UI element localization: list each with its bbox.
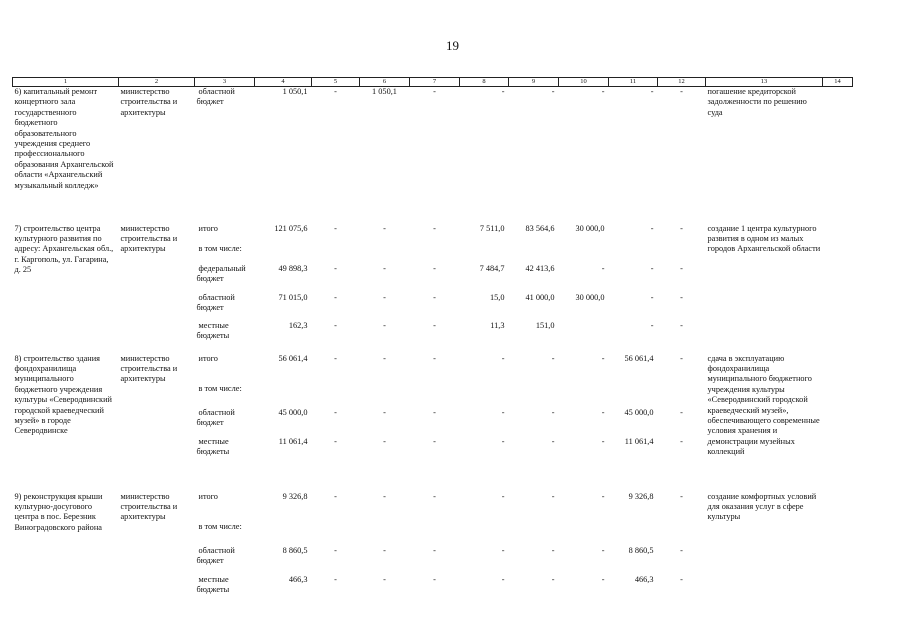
column-5-cell (312, 224, 360, 354)
amount-value: - (680, 436, 683, 446)
column-11-cell (609, 224, 658, 354)
amount-value: - (680, 87, 683, 96)
column-6-cell (360, 224, 410, 354)
amount-value: - (334, 574, 337, 584)
amount-value: 7 511,0 (479, 223, 505, 233)
column-header-5: 5 (312, 78, 360, 87)
amount-value: 11 061,4 (278, 436, 308, 446)
amount-value: 15,0 (489, 292, 505, 302)
amount-value: - (680, 407, 683, 417)
column-header-7: 7 (410, 78, 460, 87)
amount-value: - (501, 87, 505, 96)
column-3-cell (195, 492, 255, 603)
funding-source: итого (198, 491, 218, 501)
column-14-cell (823, 224, 853, 354)
amount-value: - (334, 320, 337, 330)
amount-value: - (383, 263, 386, 273)
column-8-cell (460, 224, 509, 354)
amount-value: - (650, 320, 654, 330)
amount-value: - (334, 87, 337, 96)
amount-value: - (501, 545, 505, 555)
amount-value: - (433, 436, 436, 446)
page-number: 19 (446, 38, 459, 53)
column-6-cell (360, 87, 410, 224)
amount-value: - (433, 87, 436, 96)
amount-value: - (680, 263, 683, 273)
amount-value: - (601, 545, 605, 555)
amount-value: - (334, 353, 337, 363)
amount-value: - (334, 407, 337, 417)
amount-value: - (383, 353, 386, 363)
amount-value: 162,3 (288, 320, 308, 330)
amount-value: 9 326,8 (628, 491, 654, 501)
amount-value: - (601, 263, 605, 273)
column-3-cell (195, 224, 255, 354)
amount-value: - (650, 87, 654, 96)
executor: министерство строительства и архитектуры (120, 223, 178, 254)
amount-value: 466,3 (634, 574, 654, 584)
amount-value: - (501, 436, 505, 446)
column-5-cell (312, 492, 360, 603)
amount-value: 8 860,5 (628, 545, 654, 555)
amount-value: - (650, 263, 654, 273)
column-9-cell (509, 87, 559, 224)
column-11-cell (609, 492, 658, 603)
funding-source: местные бюджеты (196, 574, 230, 594)
column-14-cell (823, 492, 853, 603)
column-10-cell (559, 492, 609, 603)
column-12-cell (658, 87, 706, 224)
column-header-9: 9 (509, 78, 559, 87)
amount-value: - (680, 491, 683, 501)
amount-value: - (433, 491, 436, 501)
amount-value: 41 000,0 (525, 292, 555, 302)
column-10-cell (559, 87, 609, 224)
amount-value: - (334, 263, 337, 273)
column-header-12: 12 (658, 78, 706, 87)
column-8-cell (460, 354, 509, 492)
column-header-3: 3 (195, 78, 255, 87)
amount-value: - (433, 320, 436, 330)
amount-value: - (334, 436, 337, 446)
amount-value: - (650, 223, 654, 233)
amount-value: - (551, 353, 555, 363)
amount-value: - (334, 223, 337, 233)
column-4-cell (255, 354, 312, 492)
column-6-cell (360, 354, 410, 492)
funding-source: областной бюджет (196, 87, 235, 107)
amount-value: - (383, 223, 386, 233)
column-9-cell (509, 354, 559, 492)
amount-value: 8 860,5 (282, 545, 308, 555)
column-9-cell (509, 224, 559, 354)
amount-value: - (551, 491, 555, 501)
amount-value: - (433, 263, 436, 273)
column-header-14: 14 (823, 78, 853, 87)
amount-value: 11 061,4 (624, 436, 654, 446)
measure-title: 7) строительство центра культурного развития по адресу: Архангельская обл., г. Каргополь, ул. Гагарина, д. 25 (14, 223, 114, 275)
column-7-cell (410, 492, 460, 603)
column-header-13: 13 (706, 78, 823, 87)
measure-title: 6) капитальный ремонт концертного зала государственного бюджетного образовательного учреждения среднего профессионального образования Архангельской области «Архангельский музыкальный колледж» (14, 87, 114, 190)
column-10-cell (559, 354, 609, 492)
funding-source: областной бюджет (196, 407, 235, 427)
column-6-cell (360, 492, 410, 603)
amount-value: 1 050,1 (282, 87, 308, 96)
column-header-11: 11 (609, 78, 658, 87)
amount-value: 83 564,6 (525, 223, 555, 233)
amount-value: - (433, 545, 436, 555)
column-number-row (13, 78, 853, 87)
amount-value: - (551, 407, 555, 417)
amount-value: - (334, 292, 337, 302)
column-header-2: 2 (119, 78, 195, 87)
amount-value: 30 000,0 (575, 223, 605, 233)
column-7-cell (410, 354, 460, 492)
column-header-6: 6 (360, 78, 410, 87)
amount-value: - (680, 223, 683, 233)
column-10-cell (559, 224, 609, 354)
amount-value: - (680, 574, 683, 584)
amount-value: - (601, 353, 605, 363)
amount-value: - (383, 292, 386, 302)
amount-value: - (334, 491, 337, 501)
amount-value: 1 050,1 (372, 87, 397, 96)
executor: министерство строительства и архитектуры (120, 87, 178, 117)
column-11-cell (609, 354, 658, 492)
amount-value: - (680, 545, 683, 555)
column-11-cell (609, 87, 658, 224)
column-header-8: 8 (460, 78, 509, 87)
amount-value: - (501, 407, 505, 417)
column-14-cell (823, 354, 853, 492)
executor: министерство строительства и архитектуры (120, 353, 178, 384)
column-12-cell (658, 224, 706, 354)
expected-result: создание комфортных условий для оказания услуг в сфере культуры (707, 491, 817, 522)
column-7-cell (410, 87, 460, 224)
funding-source: в том числе: (198, 383, 242, 393)
table-row (13, 87, 853, 224)
amount-value: - (433, 292, 436, 302)
funding-source: местные бюджеты (196, 436, 230, 456)
amount-value: 9 326,8 (282, 491, 308, 501)
column-header-4: 4 (255, 78, 312, 87)
column-4-cell (255, 87, 312, 224)
amount-value: - (501, 353, 505, 363)
amount-value: - (680, 320, 683, 330)
expected-result: создание 1 центра культурного развития в одном из малых городов Архангельской области (707, 223, 821, 254)
amount-value: 45 000,0 (624, 407, 654, 417)
amount-value: 7 484,7 (479, 263, 505, 273)
expected-result: погашение кредиторской задолженности по решению суда (707, 87, 807, 117)
column-7-cell (410, 224, 460, 354)
amount-value: 49 898,3 (278, 263, 308, 273)
funding-source: областной бюджет (196, 545, 235, 565)
amount-value: - (551, 87, 555, 96)
amount-value: - (433, 407, 436, 417)
column-header-10: 10 (559, 78, 609, 87)
column-3-cell (195, 354, 255, 492)
amount-value: 42 413,6 (525, 263, 555, 273)
amount-value: - (383, 545, 386, 555)
amount-value: - (383, 436, 386, 446)
amount-value: - (383, 407, 386, 417)
column-8-cell (460, 492, 509, 603)
expected-result: сдача в эксплуатацию фондохранилища муниципального бюджетного учреждения культуры «Северодвинский городской краеведческий музей», обеспечивающего современные условия хранения и демонстрации музейных коллекций (707, 353, 820, 457)
amount-value: - (334, 545, 337, 555)
funding-source: итого (198, 223, 218, 233)
funding-source: итого (198, 353, 218, 363)
amount-value: - (551, 574, 555, 584)
table-row (13, 354, 853, 492)
column-8-cell (460, 87, 509, 224)
amount-value: - (601, 436, 605, 446)
amount-value: - (680, 353, 683, 363)
amount-value: 466,3 (288, 574, 308, 584)
measure-title: 9) реконструкция крыши культурно-досугового центра в пос. Березник Виноградовского района (14, 491, 103, 532)
amount-value: - (680, 292, 683, 302)
table-row (13, 492, 853, 603)
program-table (12, 77, 853, 603)
column-4-cell (255, 492, 312, 603)
column-9-cell (509, 492, 559, 603)
measure-title: 8) строительство здания фондохранилища муниципального бюджетного учреждения культуры «Северодвинский городской краеведческий музей» в городе Северодвинске (14, 353, 112, 436)
table-row (13, 224, 853, 354)
amount-value: 11,3 (490, 320, 505, 330)
amount-value: 56 061,4 (278, 353, 308, 363)
amount-value: - (433, 353, 436, 363)
amount-value: - (383, 574, 386, 584)
column-14-cell (823, 87, 853, 224)
amount-value: - (383, 491, 386, 501)
funding-source: в том числе: (198, 243, 242, 253)
amount-value: - (551, 545, 555, 555)
amount-value: - (433, 223, 436, 233)
funding-source: местные бюджеты (196, 320, 230, 340)
funding-source: федеральный бюджет (196, 263, 246, 283)
amount-value: 71 015,0 (278, 292, 308, 302)
amount-value: - (601, 574, 605, 584)
amount-value: 30 000,0 (575, 292, 605, 302)
amount-value: 56 061,4 (624, 353, 654, 363)
funding-source: областной бюджет (196, 292, 235, 312)
amount-value: - (601, 407, 605, 417)
executor: министерство строительства и архитектуры (120, 491, 178, 522)
amount-value: 121 075,6 (274, 223, 308, 233)
amount-value: - (501, 491, 505, 501)
column-12-cell (658, 492, 706, 603)
amount-value: 151,0 (535, 320, 555, 330)
column-3-cell (195, 87, 255, 224)
amount-value: - (551, 436, 555, 446)
amount-value: - (650, 292, 654, 302)
amount-value: - (601, 491, 605, 501)
column-12-cell (658, 354, 706, 492)
amount-value: 45 000,0 (278, 407, 308, 417)
column-5-cell (312, 354, 360, 492)
funding-source: в том числе: (198, 521, 242, 531)
amount-value: - (383, 320, 386, 330)
amount-value: - (601, 87, 605, 96)
amount-value: - (501, 574, 505, 584)
column-4-cell (255, 224, 312, 354)
column-5-cell (312, 87, 360, 224)
column-header-1: 1 (13, 78, 119, 87)
amount-value: - (433, 574, 436, 584)
